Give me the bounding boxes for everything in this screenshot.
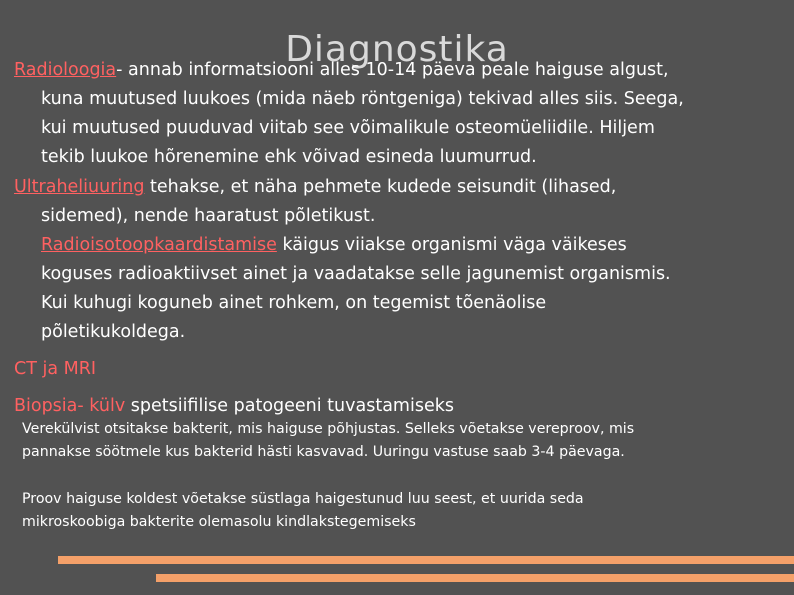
accent-bar-bottom	[156, 574, 794, 582]
biopsy-term: Biopsia- külv	[14, 396, 126, 416]
ct-mri-line: CT ja MRI	[14, 359, 97, 379]
ultrasound-text: tehakse, et näha pehmete kudede seisundit (lihased,	[144, 177, 617, 197]
radiology-line: tekib luukoe hõrenemine ehk võivad esineda luumurrud.	[41, 147, 537, 167]
note-line: pannakse söötmele kus bakterid hästi kasvavad. Uuringu vastuse saab 3-4 päevaga.	[22, 444, 625, 460]
note-line: mikroskoobiga bakterite olemasolu kindlakstegemiseks	[22, 514, 416, 530]
isotope-line: Kui kuhugi koguneb ainet rohkem, on tegemist tõenäolise	[41, 293, 547, 313]
radiology-first-line	[14, 56, 784, 85]
radiology-line: kuna muutused luukoes (mida näeb röntgeniga) tekivad alles siis. Seega,	[41, 89, 684, 109]
note-line: Verekülvist otsitakse bakterit, mis haiguse põhjustas. Selleks võetakse vereproov, mis	[22, 421, 635, 437]
ultrasound-term: Ultraheliuuring	[14, 177, 145, 197]
isotope-line: koguses radioaktiivset ainet ja vaadatakse selle jagunemist organismis.	[41, 264, 671, 284]
isotope-line: põletikukoldega.	[41, 322, 186, 342]
accent-bar-top	[58, 556, 794, 564]
page-title: Diagnostika	[285, 29, 509, 70]
biopsy-line	[14, 392, 454, 421]
radiology-term: Radioloogia	[14, 60, 117, 80]
isotope-first-line	[41, 231, 627, 260]
isotope-term: Radioisotoopkaardistamise	[41, 235, 277, 255]
radiology-line: kui muutused puuduvad viitab see võimalikule osteomüeliidile. Hiljem	[41, 118, 655, 138]
ultrasound-first-line	[14, 173, 616, 202]
ultrasound-line: sidemed), nende haaratust põletikust.	[41, 206, 376, 226]
isotope-text: käigus viiakse organismi väga väikeses	[276, 235, 627, 255]
radiology-text: - annab informatsiooni alles 10-14 päeva peale haiguse algust,	[116, 60, 669, 80]
note-line: Proov haiguse koldest võetakse süstlaga haigestunud luu seest, et uurida seda	[22, 491, 584, 507]
biopsy-text: spetsiifilise patogeeni tuvastamiseks	[125, 396, 454, 416]
